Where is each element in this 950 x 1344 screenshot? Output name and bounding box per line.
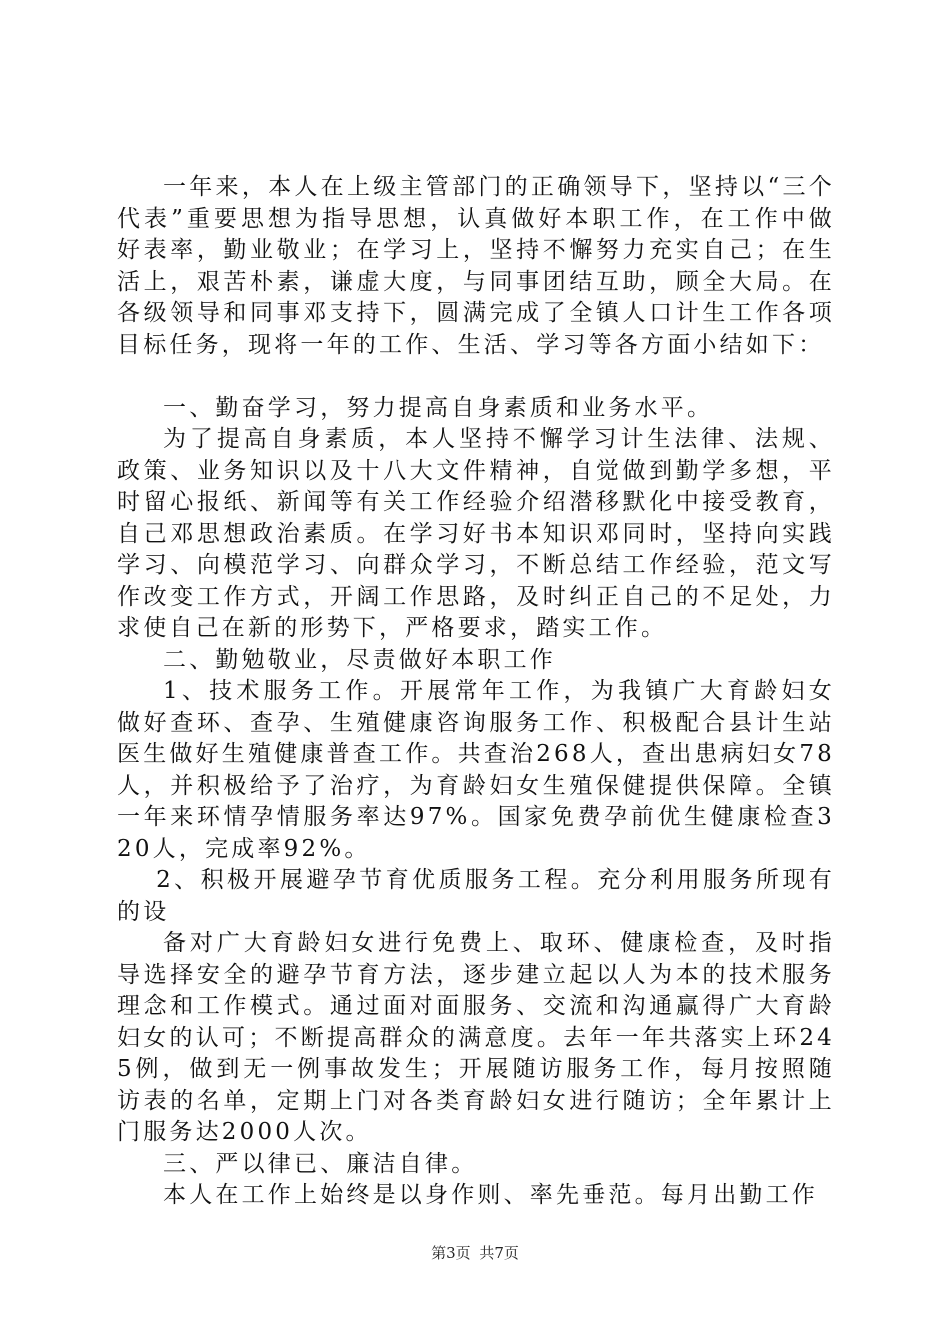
tech-service-paragraph: 1、技术服务工作。开展常年工作，为我镇广大育龄妇女做好查环、查孕、生殖健康咨询服务工作、积极配合县计生站医生做好生殖健康普查工作。共查治268人，查出患病妇女78人，并积极给予了治疗，为育龄妇女生殖保健提供保障。全镇一年来环情孕情服务率达97%。国家免费孕前优生健康检查320人，完成率92%。 <box>117 678 835 862</box>
section-heading-1: 一、勤奋学习，努力提高自身素质和业务水平。 <box>163 394 714 421</box>
intro-paragraph: 一年来，本人在上级主管部门的正确领导下，坚持以“三个代表”重要思想为指导思想，认真做好本职工作，在工作中做好表率，勤业敬业；在学习上，坚持不懈努力充实自己；在生活上，艰苦朴素，谦虚大度，与同事团结互助，顾全大局。在各级领导和同事邓支持下，圆满完成了全镇人口计生工作各项目标任务，现将一年的工作、生活、学习等各方面小结如下： <box>117 174 835 358</box>
document-body <box>117 172 835 1212</box>
contraception-paragraph: 2、积极开展避孕节育优质服务工程。充分利用服务所现有的设 <box>117 867 835 925</box>
study-paragraph: 为了提高自身素质，本人坚持不懈学习计生法律、法规、政策、业务知识以及十八大文件精神，自觉做到勤学多想，平时留心报纸、新闻等有关工作经验介绍潜移默化中接受教育，自己邓思想政治素质。在学习好书本知识邓同时，坚持向实践学习、向模范学习、向群众学习，不断总结工作经验，范文写作改变工作方式，开阔工作思路，及时纠正自己的不足处，力求使自己在新的形势下，严格要求，踏实工作。 <box>117 426 835 641</box>
page-total: 共7页 <box>479 1244 519 1262</box>
section-heading-2: 二、勤勉敬业，尽责做好本职工作 <box>163 646 556 673</box>
contraception-continued-paragraph: 备对广大育龄妇女进行免费上、取环、健康检查，及时指导选择安全的避孕节育方法，逐步建立起以人为本的技术服务理念和工作模式。通过面对面服务、交流和沟通赢得广大育龄妇女的认可；不断提高群众的满意度。去年一年共落实上环245例，做到无一例事故发生；开展随访服务工作，每月按照随访表的名单，定期上门对各类育龄妇女进行随访；全年累计上门服务达2000人次。 <box>117 930 835 1145</box>
page-footer <box>0 1242 950 1263</box>
section-heading-3: 三、严以律已、廉洁自律。 <box>163 1150 478 1177</box>
page-number: 第3页 <box>431 1244 471 1262</box>
discipline-paragraph: 本人在工作上始终是以身作则、率先垂范。每月出勤工作 <box>163 1182 818 1208</box>
